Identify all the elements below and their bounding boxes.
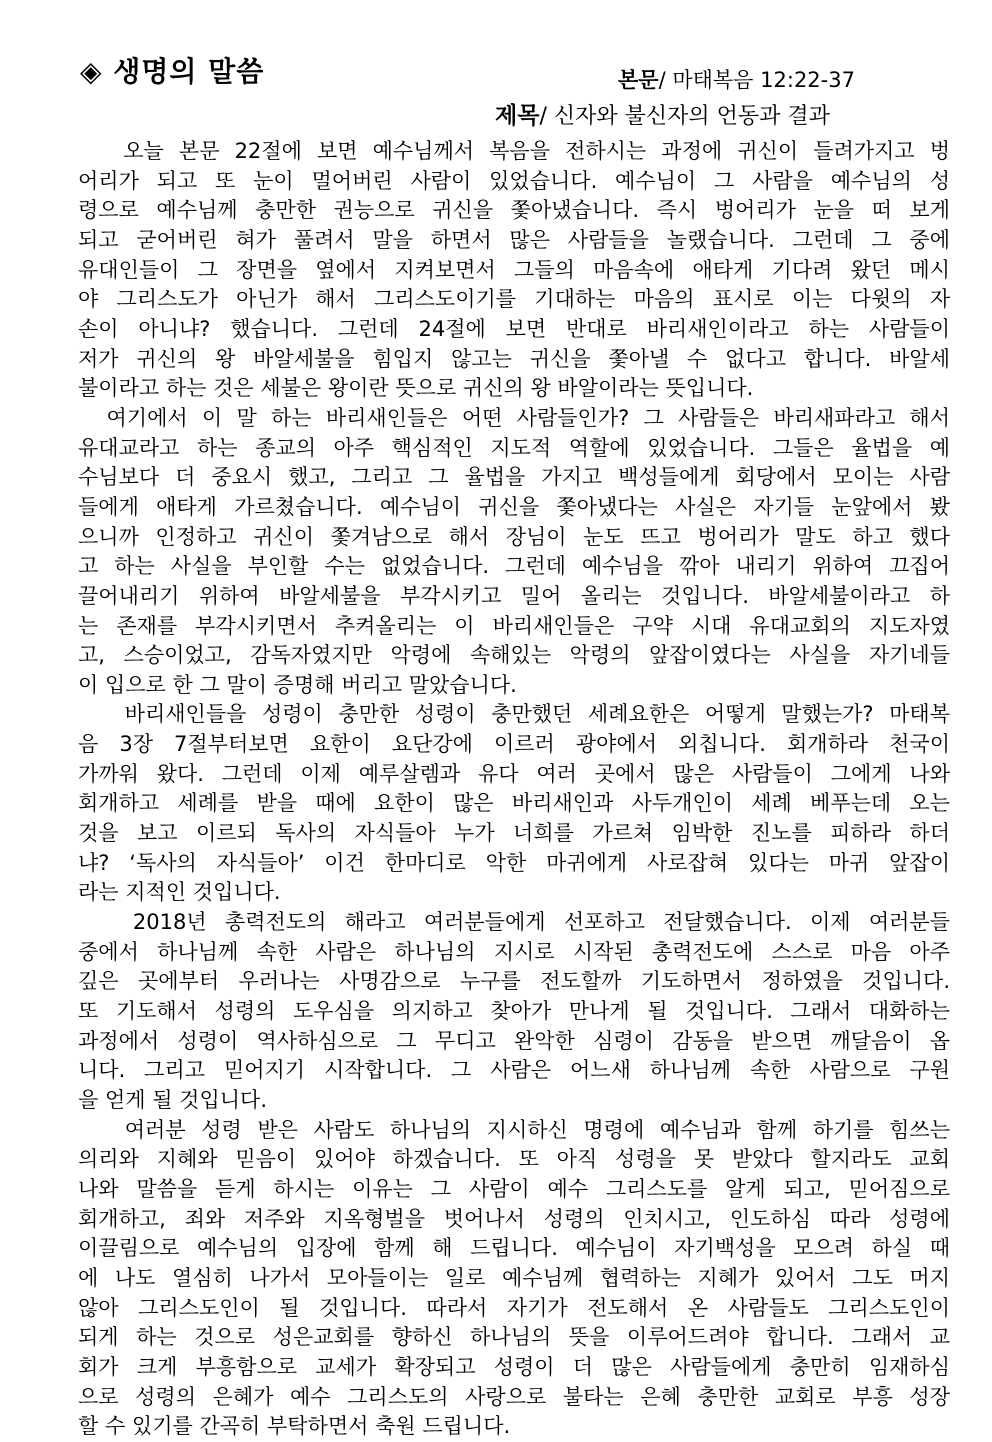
- body-line: 고, 스승이었고, 감독자였지만 악령에 속해있는 악령의 앞잡이였다는 사실을 자기네들: [78, 643, 950, 668]
- body-line: 저가 귀신의 왕 바알세불을 힘입지 않고는 귀신을 쫓아낼 수 없다고 합니다. 바알세: [78, 346, 950, 371]
- body-line: 회가 크게 부흥함으로 교세가 확장되고 성령이 더 많은 사람들에게 충만히 임재하심: [78, 1354, 950, 1379]
- body-line: 되게 하는 것으로 성은교회를 향하신 하나님의 뜻을 이루어드려야 합니다. 그래서 교: [78, 1325, 950, 1350]
- body-line: 끌어내리기 위하여 바알세불을 부각시키고 밀어 올리는 것입니다. 바알세불이라고 하: [78, 583, 950, 608]
- sermon-title: [495, 97, 830, 130]
- scripture-reference: [618, 64, 855, 94]
- body-line: 음 3장 7절부터보면 요한이 요단강에 이르러 광야에서 외칩니다. 회개하라 천국이: [78, 732, 950, 757]
- body-line: 라는 지적인 것입니다.: [78, 880, 281, 905]
- body-line: 나와 말씀을 듣게 하시는 이유는 그 사람이 예수 그리스도를 알게 되고, 믿어짐으로: [78, 1176, 950, 1201]
- body-line: 으니까 인정하고 귀신이 쫓겨남으로 해서 장님이 눈도 뜨고 벙어리가 말도 하고 했다: [78, 524, 950, 549]
- body-line: 여기에서 이 말 하는 바리새인들은 어떤 사람들인가? 그 사람들은 바리새파라고 해서: [78, 405, 950, 430]
- body-line: 고 하는 사실을 부인할 수는 없었습니다. 그런데 예수님을 깎아 내리기 위하여 끄집어: [78, 554, 950, 579]
- sermon-body: [78, 137, 950, 1442]
- body-line: 어리가 되고 또 눈이 멀어버린 사람이 있었습니다. 예수님이 그 사람을 예수님의 성: [78, 168, 950, 193]
- body-line: 령으로 예수님께 충만한 권능으로 귀신을 쫓아냈습니다. 즉시 벙어리가 눈을 떠 보게: [78, 198, 950, 223]
- body-line: 을 얻게 될 것입니다.: [78, 1088, 267, 1112]
- body-line: 바리새인들을 성령이 충만한 성령이 충만했던 세례요한은 어떻게 말했는가? 마태복: [78, 702, 950, 727]
- body-line: 에 나도 열심히 나가서 모아들이는 일로 예수님께 협력하는 지혜가 있어서 그도 머지: [78, 1265, 950, 1290]
- body-line: 이 입으로 한 그 말이 증명해 버리고 말았습니다.: [78, 672, 517, 697]
- body-line: 가까워 왔다. 그런데 이제 예루살렘과 유다 여러 곳에서 많은 사람들이 그에게 나와: [78, 761, 950, 786]
- sermon-title-label: 제목: [495, 102, 540, 129]
- body-line: 손이 아니냐? 했습니다. 그런데 24절에 보면 반대로 바리새인이라고 하는 사람들이: [78, 316, 950, 341]
- body-line: 회개하고 세례를 받을 때에 요한이 많은 바리새인과 사두개인이 세례 베푸는데 오는: [78, 791, 950, 816]
- body-line: 들에게 애타게 가르쳤습니다. 예수님이 귀신을 쫓아냈다는 사실은 자기들 눈앞에서 봤: [78, 494, 950, 519]
- body-line: 으로 성령의 은혜가 예수 그리스도의 사랑으로 불타는 은혜 충만한 교회로 부흥 성장: [78, 1384, 950, 1409]
- body-line: 이끌림으로 예수님의 입장에 함께 해 드립니다. 예수님이 자기백성을 모으려 하실 때: [78, 1236, 950, 1261]
- body-line: 중에서 하나님께 속한 사람은 하나님의 지시로 시작된 총력전도에 스스로 마음 아주: [78, 939, 950, 964]
- body-line: 수님보다 더 중요시 했고, 그리고 그 율법을 가지고 백성들에게 회당에서 모이는 사람: [78, 465, 950, 490]
- body-line: 니다. 그리고 믿어지기 시작합니다. 그 사람은 어느새 하나님께 속한 사람으로 구원: [78, 1058, 950, 1083]
- body-line: 의리와 지혜와 믿음이 있어야 하겠습니다. 또 아직 성령을 못 받았다 할지라도 교회: [78, 1147, 950, 1172]
- body-line: 것을 보고 이르되 독사의 자식들아 누가 너희를 가르쳐 임박한 진노를 피하라 하더: [78, 821, 950, 846]
- body-line: 오늘 본문 22절에 보면 예수님께서 복음을 전하시는 과정에 귀신이 들려가지고 벙: [78, 139, 950, 163]
- body-line: 2018년 총력전도의 해라고 여러분들에게 선포하고 전달했습니다. 이제 여러분들: [78, 910, 950, 935]
- scripture-value: / 마태복음 12:22-37: [658, 68, 855, 92]
- body-line: 유대인들이 그 장면을 옆에서 지켜보면서 그들의 마음속에 애타게 기다려 왔던 메시: [78, 257, 950, 282]
- body-line: 과정에서 성령이 역사하심으로 그 무디고 완악한 심령이 감동을 받으면 깨달음이 옵: [78, 1028, 950, 1053]
- body-line: 는 존재를 부각시키면서 추켜올리는 이 바리새인들은 구약 시대 유대교회의 지도자였: [78, 613, 950, 638]
- sermon-title-value: / 신자와 불신자의 언동과 결과: [539, 104, 830, 129]
- body-line: 깊은 곳에부터 우러나는 사명감으로 누구를 전도할까 기도하면서 정하였을 것입니다.: [78, 969, 950, 994]
- body-line: 여러분 성령 받은 사람도 하나님의 지시하신 명령에 예수님과 함께 하기를 힘쓰는: [78, 1117, 950, 1142]
- body-line: 야 그리스도가 아닌가 해서 그리스도이기를 기대하는 마음의 표시로 이는 다윗의 자: [78, 287, 950, 312]
- body-line: 유대교라고 하는 종교의 아주 핵심적인 지도적 역할에 있었습니다. 그들은 율법을 예: [78, 435, 950, 460]
- body-line: 않아 그리스도인이 될 것입니다. 따라서 자기가 전도해서 온 사람들도 그리스도인이: [78, 1295, 950, 1320]
- section-heading: ◈ 생명의 말씀: [80, 55, 265, 88]
- body-line: 냐? ‘독사의 자식들아’ 이건 한마디로 악한 마귀에게 사로잡혀 있다는 마귀 앞잡이: [78, 850, 950, 875]
- body-line: 할 수 있기를 간곡히 부탁하면서 축원 드립니다.: [78, 1414, 511, 1439]
- scripture-label: 본문: [618, 68, 659, 92]
- body-line: 되고 굳어버린 혀가 풀려서 말을 하면서 많은 사람들을 놀랬습니다. 그런데 그 중에: [78, 227, 950, 252]
- body-line: 또 기도해서 성령의 도우심을 의지하고 찾아가 만나게 될 것입니다. 그래서 대화하는: [78, 999, 950, 1024]
- body-line: 회개하고, 죄와 저주와 지옥형벌을 벗어나서 성령의 인치시고, 인도하심 따라 성령에: [78, 1206, 950, 1231]
- body-line: 불이라고 하는 것은 세불은 왕이란 뜻으로 귀신의 왕 바알이라는 뜻입니다.: [78, 376, 754, 401]
